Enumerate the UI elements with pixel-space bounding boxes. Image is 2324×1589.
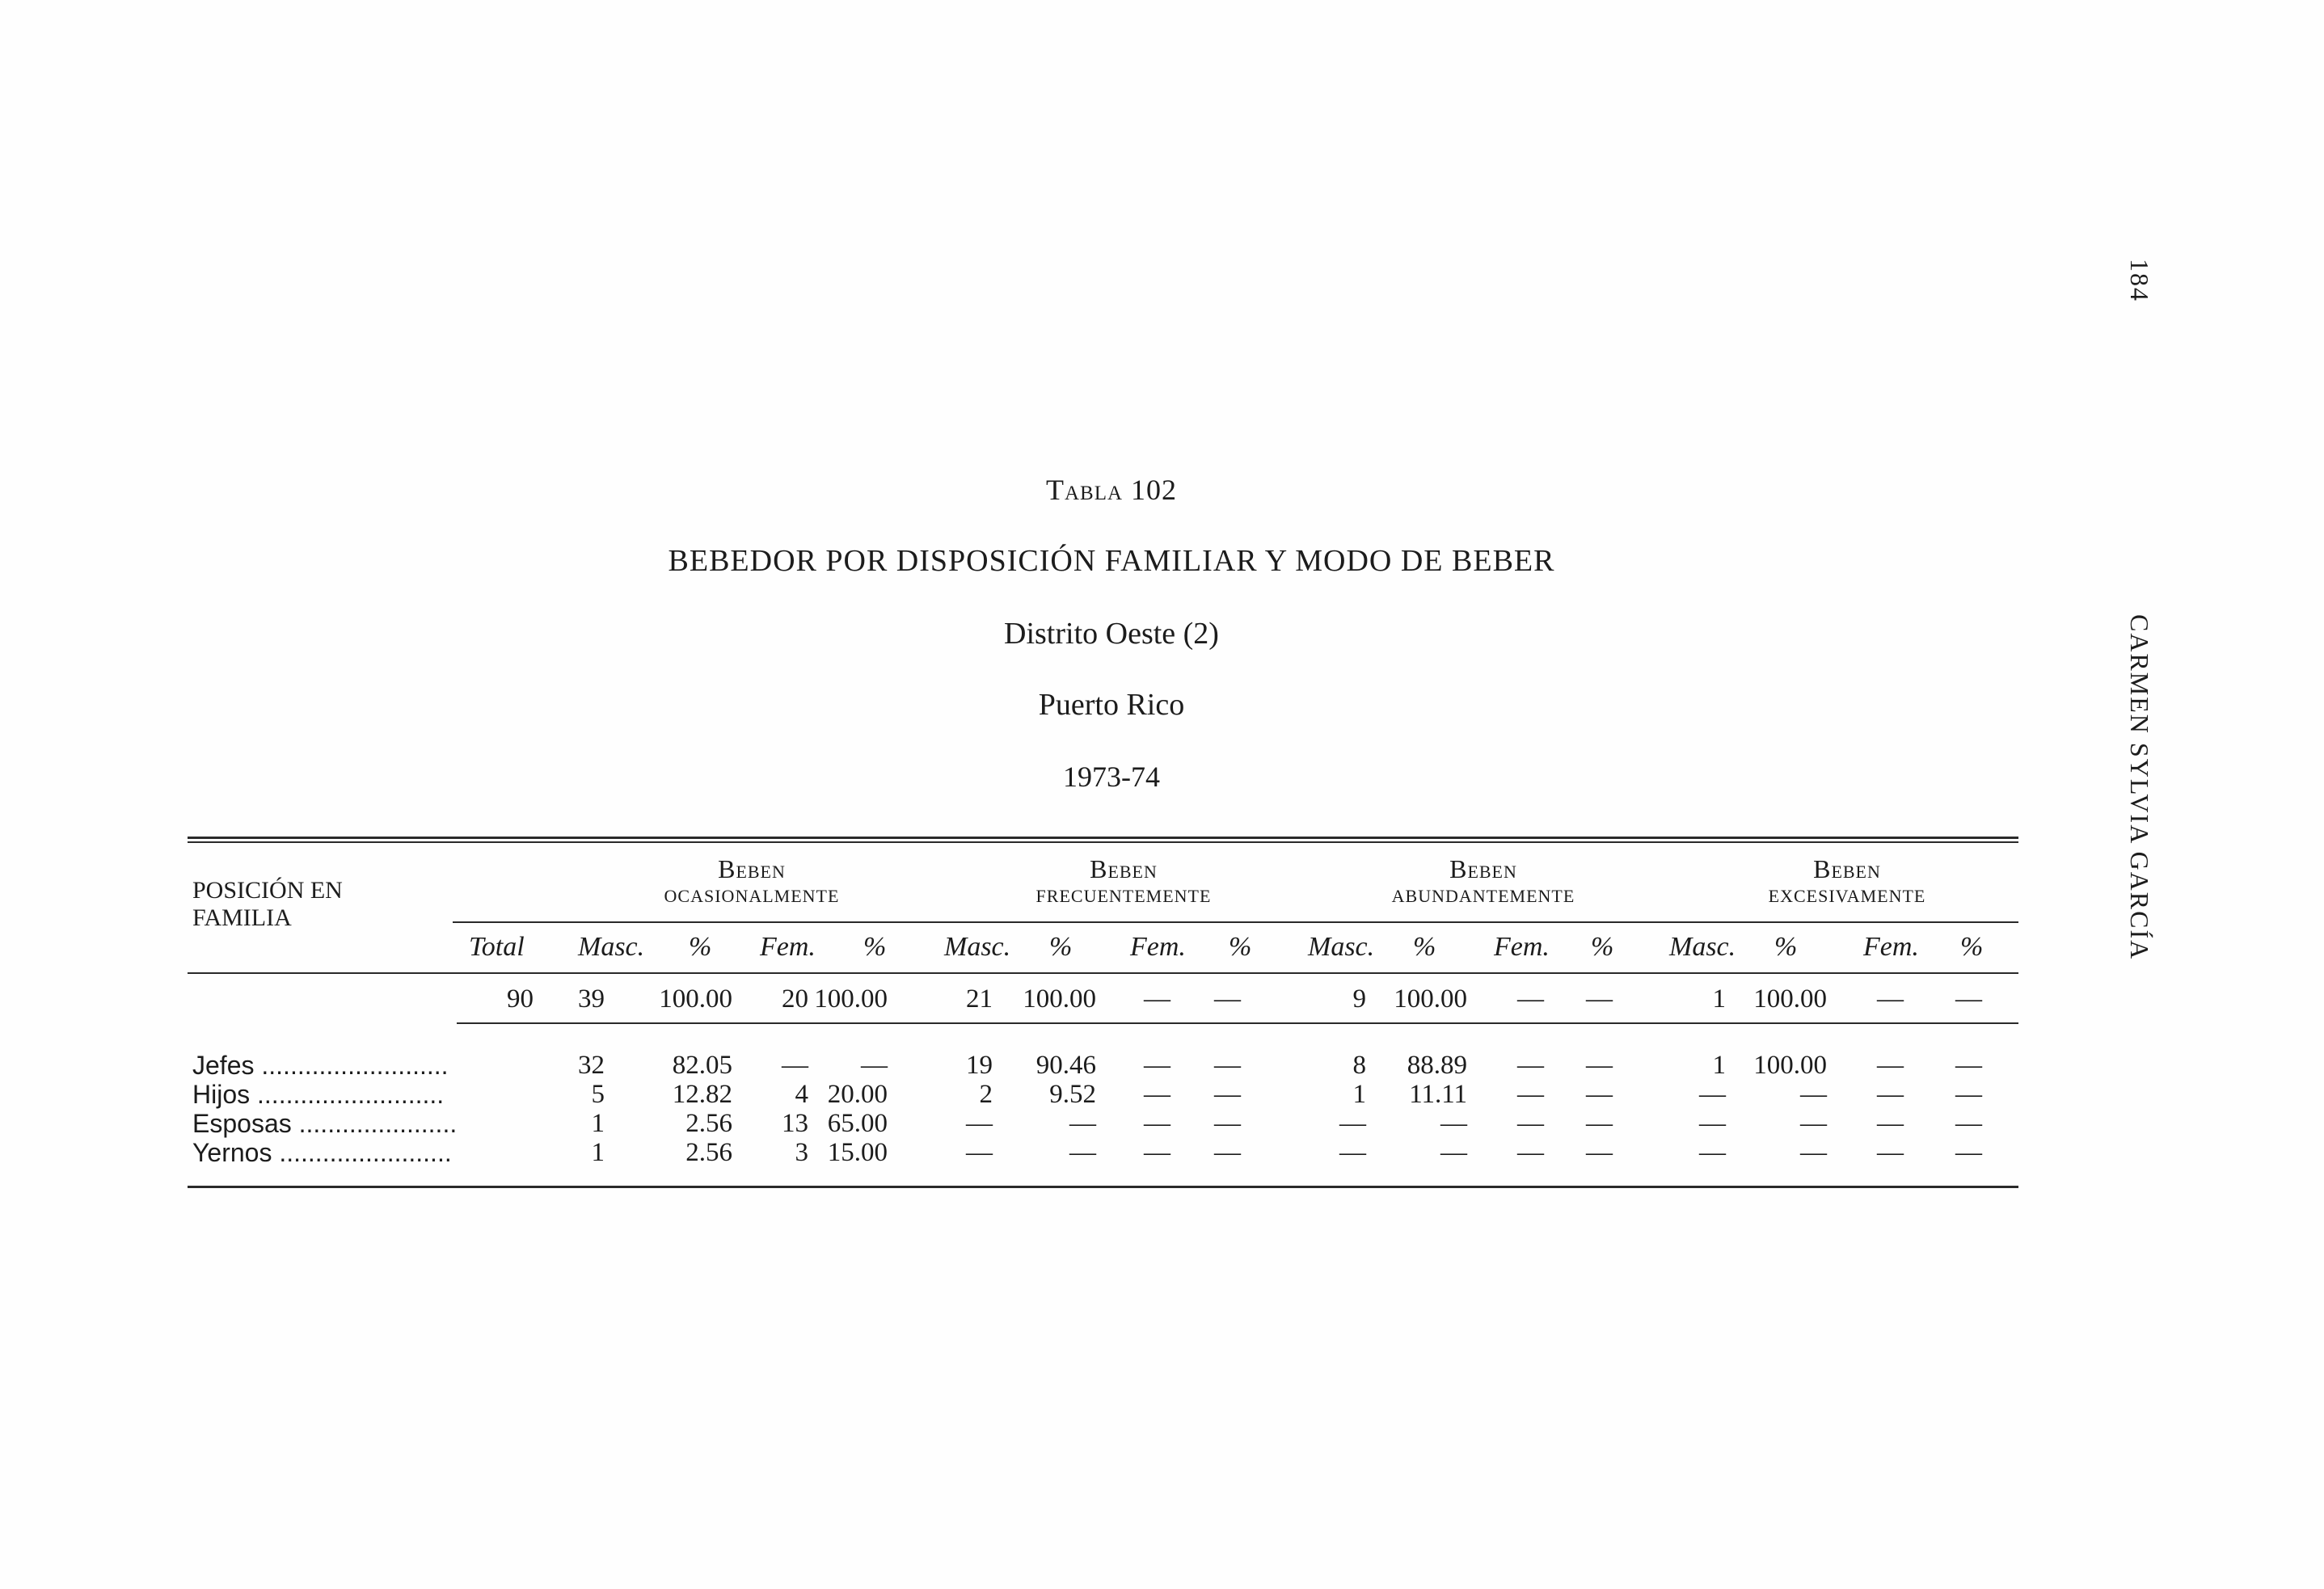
table-row-3-cell-4: 15.00 xyxy=(827,1138,888,1167)
subheader-pct-8: % xyxy=(1960,932,1984,962)
table-row-2-cell-7: — xyxy=(1144,1109,1170,1138)
table-row-3-cell-12: — xyxy=(1586,1138,1613,1167)
table-top-rule xyxy=(188,837,2018,839)
subheader-pct-5: % xyxy=(1413,932,1436,962)
group-header-frecuente: Beben FRECUENTEMENTE xyxy=(1035,854,1212,906)
total-row-cell-6: 100.00 xyxy=(1023,984,1096,1014)
stub-header-line1: POSICIÓN EN xyxy=(192,877,343,904)
subheader-pct-4: % xyxy=(1229,932,1252,962)
total-row-rule xyxy=(457,1022,2018,1024)
subheader-pct-3: % xyxy=(1049,932,1073,962)
table-row-1-cell-14: — xyxy=(1800,1080,1827,1109)
table-row-3-cell-1: 1 xyxy=(591,1138,605,1167)
table-row-0-cell-1: 32 xyxy=(578,1051,605,1080)
subheader-fem-3: Fem. xyxy=(1494,932,1550,962)
table-label: Tabla xyxy=(1045,474,1124,506)
table-row-0-cell-15: — xyxy=(1877,1051,1904,1080)
table-row-2-cell-16: — xyxy=(1955,1109,1982,1138)
subheader-fem-1: Fem. xyxy=(760,932,816,962)
subheader-fem-4: Fem. xyxy=(1863,932,1919,962)
page-number: 184 xyxy=(2125,259,2154,302)
total-row-cell-15: — xyxy=(1877,984,1904,1014)
table-row-2-cell-13: — xyxy=(1699,1109,1726,1138)
table-row-3-cell-8: — xyxy=(1214,1138,1241,1167)
table-row-0-cell-16: — xyxy=(1955,1051,1982,1080)
group-header-excesivo: Beben EXCESIVAMENTE xyxy=(1768,854,1926,906)
total-row-cell-7: — xyxy=(1144,984,1170,1014)
subheader-pct-2: % xyxy=(863,932,887,962)
table-row-0-cell-13: 1 xyxy=(1712,1051,1726,1080)
table-row-3-cell-10: — xyxy=(1440,1138,1467,1167)
table-row-1-cell-15: — xyxy=(1877,1080,1904,1109)
table-row-0-cell-9: 8 xyxy=(1352,1051,1366,1080)
total-row-cell-12: — xyxy=(1586,984,1613,1014)
table-row-1-cell-16: — xyxy=(1955,1080,1982,1109)
running-head: CARMEN SYLVIA GARCÍA xyxy=(2125,614,2154,961)
table-row-0-cell-4: — xyxy=(861,1051,888,1080)
total-row-cell-4: 100.00 xyxy=(814,984,888,1014)
table-bottom-rule xyxy=(188,1186,2018,1188)
table-row-2-cell-1: 1 xyxy=(591,1109,605,1138)
table-district: Distrito Oeste (2) xyxy=(1004,617,1219,651)
subheader-pct-6: % xyxy=(1591,932,1614,962)
table-row-3-cell-2: 2.56 xyxy=(685,1138,732,1167)
table-row-3-cell-5: — xyxy=(966,1138,993,1167)
table-row-1-cell-12: — xyxy=(1586,1080,1613,1109)
stub-header xyxy=(192,877,343,932)
table-row-1-cell-6: 9.52 xyxy=(1049,1080,1096,1109)
subheader-fem-2: Fem. xyxy=(1130,932,1186,962)
table-row-0-cell-14: 100.00 xyxy=(1753,1051,1827,1080)
table-country: Puerto Rico xyxy=(1038,688,1185,722)
subheader-masc-4: Masc. xyxy=(1669,932,1736,962)
table-row-0-cell-3: — xyxy=(782,1051,808,1080)
table-row-2-cell-11: — xyxy=(1517,1109,1544,1138)
table-row-3-cell-9: — xyxy=(1339,1138,1366,1167)
table-row-1-cell-11: — xyxy=(1517,1080,1544,1109)
table-row-2-cell-8: — xyxy=(1214,1109,1241,1138)
total-row-cell-1: 39 xyxy=(578,984,605,1014)
table-row-1-cell-8: — xyxy=(1214,1080,1241,1109)
total-row-cell-0: 90 xyxy=(507,984,534,1014)
total-row-cell-5: 21 xyxy=(966,984,993,1014)
table-row-2-cell-3: 13 xyxy=(782,1109,808,1138)
table-row-3-cell-7: — xyxy=(1144,1138,1170,1167)
total-row-cell-14: 100.00 xyxy=(1753,984,1827,1014)
table-row-0-cell-6: 90.46 xyxy=(1035,1051,1096,1080)
table-row-2-cell-15: — xyxy=(1877,1109,1904,1138)
table-row-1-cell-9: 1 xyxy=(1352,1080,1366,1109)
table-row-0-cell-8: — xyxy=(1214,1051,1241,1080)
table-row-3-cell-16: — xyxy=(1955,1138,1982,1167)
subheader-masc-1: Masc. xyxy=(578,932,645,962)
total-row-cell-2: 100.00 xyxy=(659,984,732,1014)
table-top-rule-2 xyxy=(188,841,2018,843)
table-row-0-cell-10: 88.89 xyxy=(1407,1051,1467,1080)
table-row-1-cell-5: 2 xyxy=(979,1080,993,1109)
table-row-0-cell-5: 19 xyxy=(966,1051,993,1080)
row-label: Jefes .......................... xyxy=(192,1051,449,1080)
subheader-pct-1: % xyxy=(689,932,712,962)
table-row-2-cell-5: — xyxy=(966,1109,993,1138)
table-number: 102 xyxy=(1131,474,1178,506)
table-row-2-cell-10: — xyxy=(1440,1109,1467,1138)
table-row-1-cell-10: 11.11 xyxy=(1409,1080,1467,1109)
subheader-pct-7: % xyxy=(1774,932,1798,962)
table-row-1-cell-7: — xyxy=(1144,1080,1170,1109)
table-row-2-cell-2: 2.56 xyxy=(685,1109,732,1138)
subheader-masc-3: Masc. xyxy=(1308,932,1375,962)
table-row-2-cell-9: — xyxy=(1339,1109,1366,1138)
table-row-0-cell-12: — xyxy=(1586,1051,1613,1080)
group-header-abundante: Beben ABUNDANTEMENTE xyxy=(1391,854,1575,906)
table-row-2-cell-14: — xyxy=(1800,1109,1827,1138)
table-row-0-cell-7: — xyxy=(1144,1051,1170,1080)
table-number-heading xyxy=(0,473,2223,507)
table-row-1-cell-13: — xyxy=(1699,1080,1726,1109)
stub-header-line2: FAMILIA xyxy=(192,904,292,931)
table-years: 1973-74 xyxy=(1063,761,1160,793)
table-row-2-cell-12: — xyxy=(1586,1109,1613,1138)
table-row-3-cell-11: — xyxy=(1517,1138,1544,1167)
row-label: Esposas ...................... xyxy=(192,1109,458,1138)
total-row-cell-9: 9 xyxy=(1352,984,1366,1014)
table-row-1-cell-1: 5 xyxy=(591,1080,605,1109)
table-row-3-cell-6: — xyxy=(1069,1138,1096,1167)
total-row-cell-13: 1 xyxy=(1712,984,1726,1014)
table-row-1-cell-2: 12.82 xyxy=(672,1080,732,1109)
table-row-3-cell-3: 3 xyxy=(795,1138,808,1167)
table-row-0-cell-2: 82.05 xyxy=(672,1051,732,1080)
total-row-cell-16: — xyxy=(1955,984,1982,1014)
subheader-rule xyxy=(188,972,2018,974)
table-row-1-cell-3: 4 xyxy=(795,1080,808,1109)
table-title: BEBEDOR POR DISPOSICIÓN FAMILIAR Y MODO DE BEBER xyxy=(668,544,1555,578)
total-row-cell-10: 100.00 xyxy=(1394,984,1467,1014)
table-row-3-cell-13: — xyxy=(1699,1138,1726,1167)
row-label: Hijos .......................... xyxy=(192,1080,445,1109)
table-row-3-cell-14: — xyxy=(1800,1138,1827,1167)
table-row-2-cell-6: — xyxy=(1069,1109,1096,1138)
group-header-ocasional: Beben OCASIONALMENTE xyxy=(664,854,840,906)
table-row-3-cell-15: — xyxy=(1877,1138,1904,1167)
table-row-0-cell-11: — xyxy=(1517,1051,1544,1080)
total-row-cell-3: 20 xyxy=(782,984,808,1014)
subheader-masc-2: Masc. xyxy=(944,932,1011,962)
row-label: Yernos ........................ xyxy=(192,1138,452,1167)
table-row-1-cell-4: 20.00 xyxy=(827,1080,888,1109)
subheader-total: Total xyxy=(469,932,525,962)
total-row-cell-11: — xyxy=(1517,984,1544,1014)
total-row-cell-8: — xyxy=(1214,984,1241,1014)
group-header-rule xyxy=(453,921,2018,923)
table-row-2-cell-4: 65.00 xyxy=(827,1109,888,1138)
